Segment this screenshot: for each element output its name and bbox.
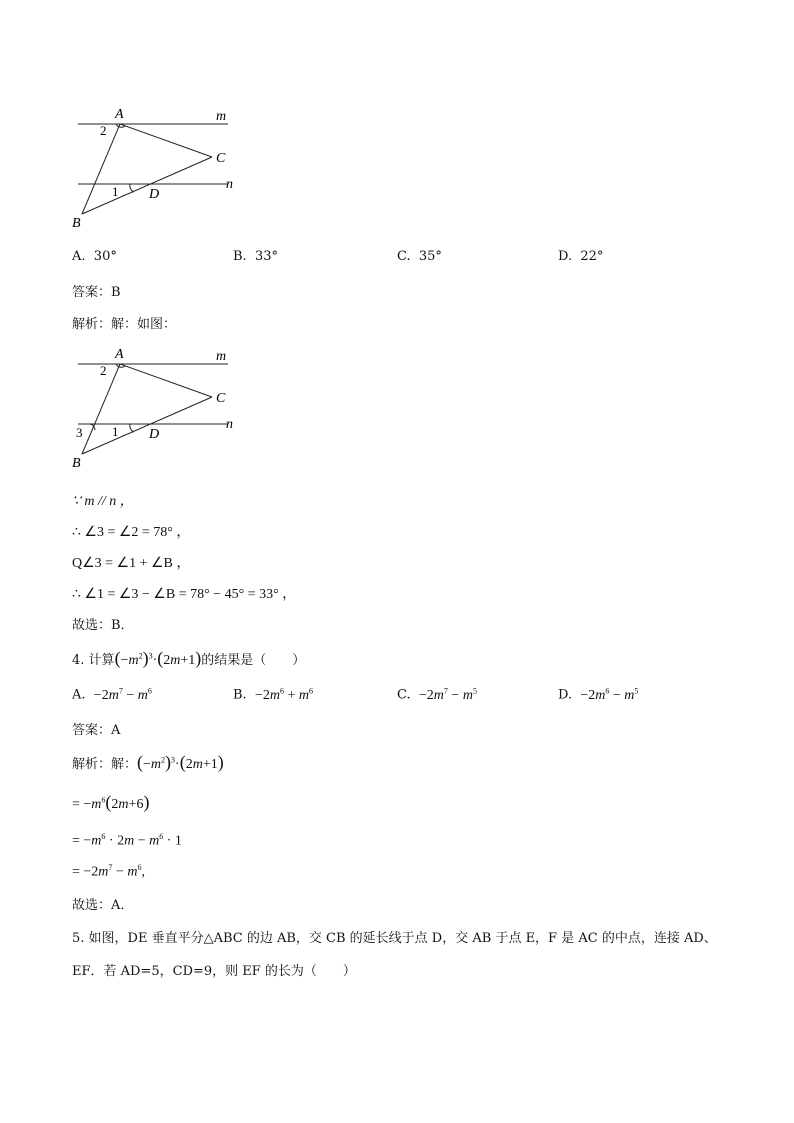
- q4-option-a: A. $-2m^7 - m^6$: [72, 686, 152, 703]
- q4-analysis-line-3: = $-m^6 \cdot 2m - m^6 \cdot 1$: [72, 832, 182, 849]
- q3-conclusion: 故选：B．: [72, 618, 134, 633]
- label-C: C: [216, 391, 226, 406]
- label-angle-1: 1: [112, 184, 119, 199]
- q3-analysis-intro: 解析：解：如图：: [72, 317, 177, 332]
- q3-answer: 答案：B: [72, 285, 121, 300]
- q3-step-4: ∴ ∠1 = ∠3 − ∠B = 78° − 45° = 33° ，: [72, 587, 297, 602]
- q4-analysis-line-4: = $-2m^7 - m^6$,: [72, 863, 145, 880]
- q4-conclusion: 故选：A．: [72, 898, 134, 913]
- q5-stem-line-2: EF．若 AD=5，CD=9，则 EF 的长为（ ）: [72, 964, 356, 979]
- figure-1-triangle: [70, 100, 250, 235]
- q4-expression: $(-m^2)^3\cdot(2m+1)$: [114, 648, 202, 668]
- q4-answer: 答案：A: [72, 723, 121, 738]
- q4-analysis-line-1: 解析：解：$(-m^2)^3\cdot(2m+1)$: [72, 752, 224, 772]
- segment-AC: [120, 124, 212, 157]
- q4-option-b: B. $-2m^6 + m^6$: [233, 686, 314, 703]
- label-A: A: [115, 347, 124, 362]
- q3-option-d: D. 22°: [558, 249, 604, 264]
- q4-stem: 4. 计算$(-m^2)^3\cdot(2m+1)$的结果是（ ）: [72, 648, 306, 668]
- q5-stem-line-1: 5. 如图，DE 垂直平分△ABC 的边 AB，交 CB 的延长线于点 D，交 AB 于点 E，F 是 AC 的中点，连接 AD、: [72, 931, 717, 946]
- segment-BC: [82, 157, 212, 214]
- label-m: m: [216, 109, 227, 124]
- label-angle-3: 3: [76, 425, 83, 440]
- label-angle-2: 2: [100, 363, 107, 378]
- q4-analysis-line-2: = $-m^6(2m+6)$: [72, 792, 150, 812]
- label-B: B: [72, 456, 81, 471]
- label-D: D: [149, 187, 160, 202]
- angle-1-arc: [130, 184, 134, 192]
- label-angle-2: 2: [100, 123, 107, 138]
- q3-option-c: C. 35°: [397, 249, 442, 264]
- label-n: n: [226, 177, 233, 192]
- q3-step-1: ∵ m // n ，: [72, 494, 134, 509]
- segment-BC: [82, 397, 212, 454]
- angle-1-arc: [130, 424, 134, 432]
- label-B: B: [72, 216, 81, 231]
- q3-step-3: Q∠3 = ∠1 + ∠B ，: [72, 556, 191, 571]
- label-C: C: [216, 151, 226, 166]
- label-angle-1: 1: [112, 424, 119, 439]
- q4-option-d: D. $-2m^6 - m^5$: [558, 686, 639, 703]
- label-A: A: [115, 107, 124, 122]
- q4-option-c: C. $-2m^7 - m^5$: [397, 686, 477, 703]
- figure-2-triangle: [70, 340, 250, 475]
- q3-option-b: B. 33°: [233, 249, 278, 264]
- label-m: m: [216, 349, 227, 364]
- q3-option-a: A. 30°: [72, 249, 117, 264]
- label-n: n: [226, 417, 233, 432]
- label-D: D: [149, 427, 160, 442]
- segment-AC: [120, 364, 212, 397]
- q3-step-2: ∴ ∠3 = ∠2 = 78° ，: [72, 525, 191, 540]
